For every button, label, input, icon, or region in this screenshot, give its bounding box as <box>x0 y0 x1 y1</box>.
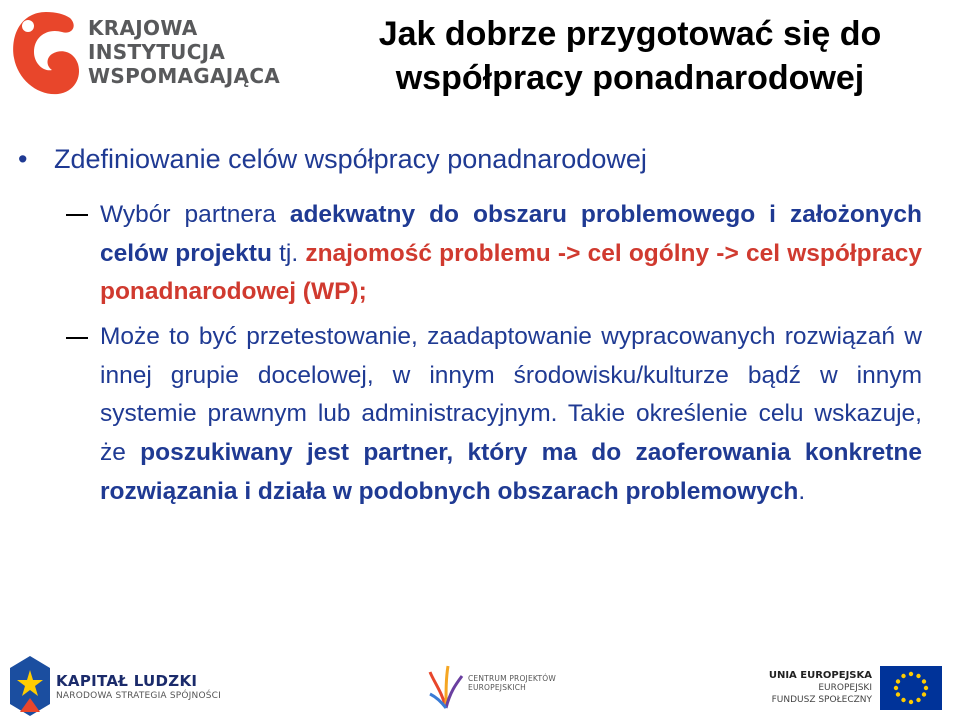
para1-text-2: adekwatny do obszaru problemowego i założonych celów projektu <box>100 201 922 267</box>
kapital-ludzki-subtitle: NARODOWA STRATEGIA SPÓJNOŚCI <box>56 691 221 701</box>
kapital-ludzki-logo <box>56 672 221 701</box>
cpe-flower-icon <box>428 662 464 712</box>
main-bullet <box>18 144 647 175</box>
bullet-text: Zdefiniowanie celów współpracy ponadnarodowej <box>54 144 647 174</box>
para1-text-3: tj. <box>271 239 306 267</box>
para1-text-1: Wybór partnera <box>100 201 290 228</box>
eu-line-1: UNIA EUROPEJSKA <box>768 670 872 681</box>
footer-logos <box>0 650 960 726</box>
sub-bullet-2 <box>100 318 922 512</box>
eu-flag-icon <box>880 666 942 710</box>
sub-bullet-1 <box>100 196 922 312</box>
eu-logo-text <box>748 670 872 706</box>
eu-line-2: EUROPEJSKI <box>818 683 872 693</box>
kapital-ludzki-title: KAPITAŁ LUDZKI <box>56 672 198 690</box>
logo-line-2: INSTYTUCJA <box>88 40 226 64</box>
kiw-logo-mark-icon <box>8 6 86 102</box>
kiw-logo <box>8 6 288 106</box>
bullet-dot: • <box>18 144 28 174</box>
para1-text-4: znajomość problemu -> cel ogólny -> cel współpracy ponadnarodowej (WP); <box>100 239 922 306</box>
dash-bullet-2 <box>66 337 88 339</box>
logo-line-3: WSPOMAGAJĄCA <box>88 64 281 88</box>
cpe-line-2: EUROPEJSKICH <box>468 683 526 692</box>
cpe-logo-text <box>468 674 556 692</box>
para2-text-2: poszukiwany jest partner, który ma do zaoferowania konkretne rozwiązania i działa w podobnych obszarach problemowych <box>100 439 923 505</box>
kiw-logo-text <box>88 16 280 88</box>
eu-line-3: FUNDUSZ SPOŁECZNY <box>771 695 872 705</box>
dash-bullet-1 <box>66 214 88 216</box>
cpe-line-1: CENTRUM PROJEKTÓW <box>468 674 556 683</box>
kapital-ludzki-star-icon <box>8 654 52 718</box>
title-line-1: Jak dobrze przygotować się do <box>378 15 882 53</box>
para2-text-3: . <box>798 477 806 505</box>
logo-line-1: KRAJOWA <box>88 16 198 40</box>
title-line-2: współpracy ponadnarodowej <box>395 59 865 97</box>
slide-title <box>300 12 960 100</box>
para2-text-1: Może to być przetestowanie, zaadaptowanie wypracowanych rozwiązań w innej grupie docelowej, w innym środowisku/kulturze bądź w innym systemie prawnym lub administracyjnym. Takie określenie celu wskazuje, że <box>100 323 922 467</box>
